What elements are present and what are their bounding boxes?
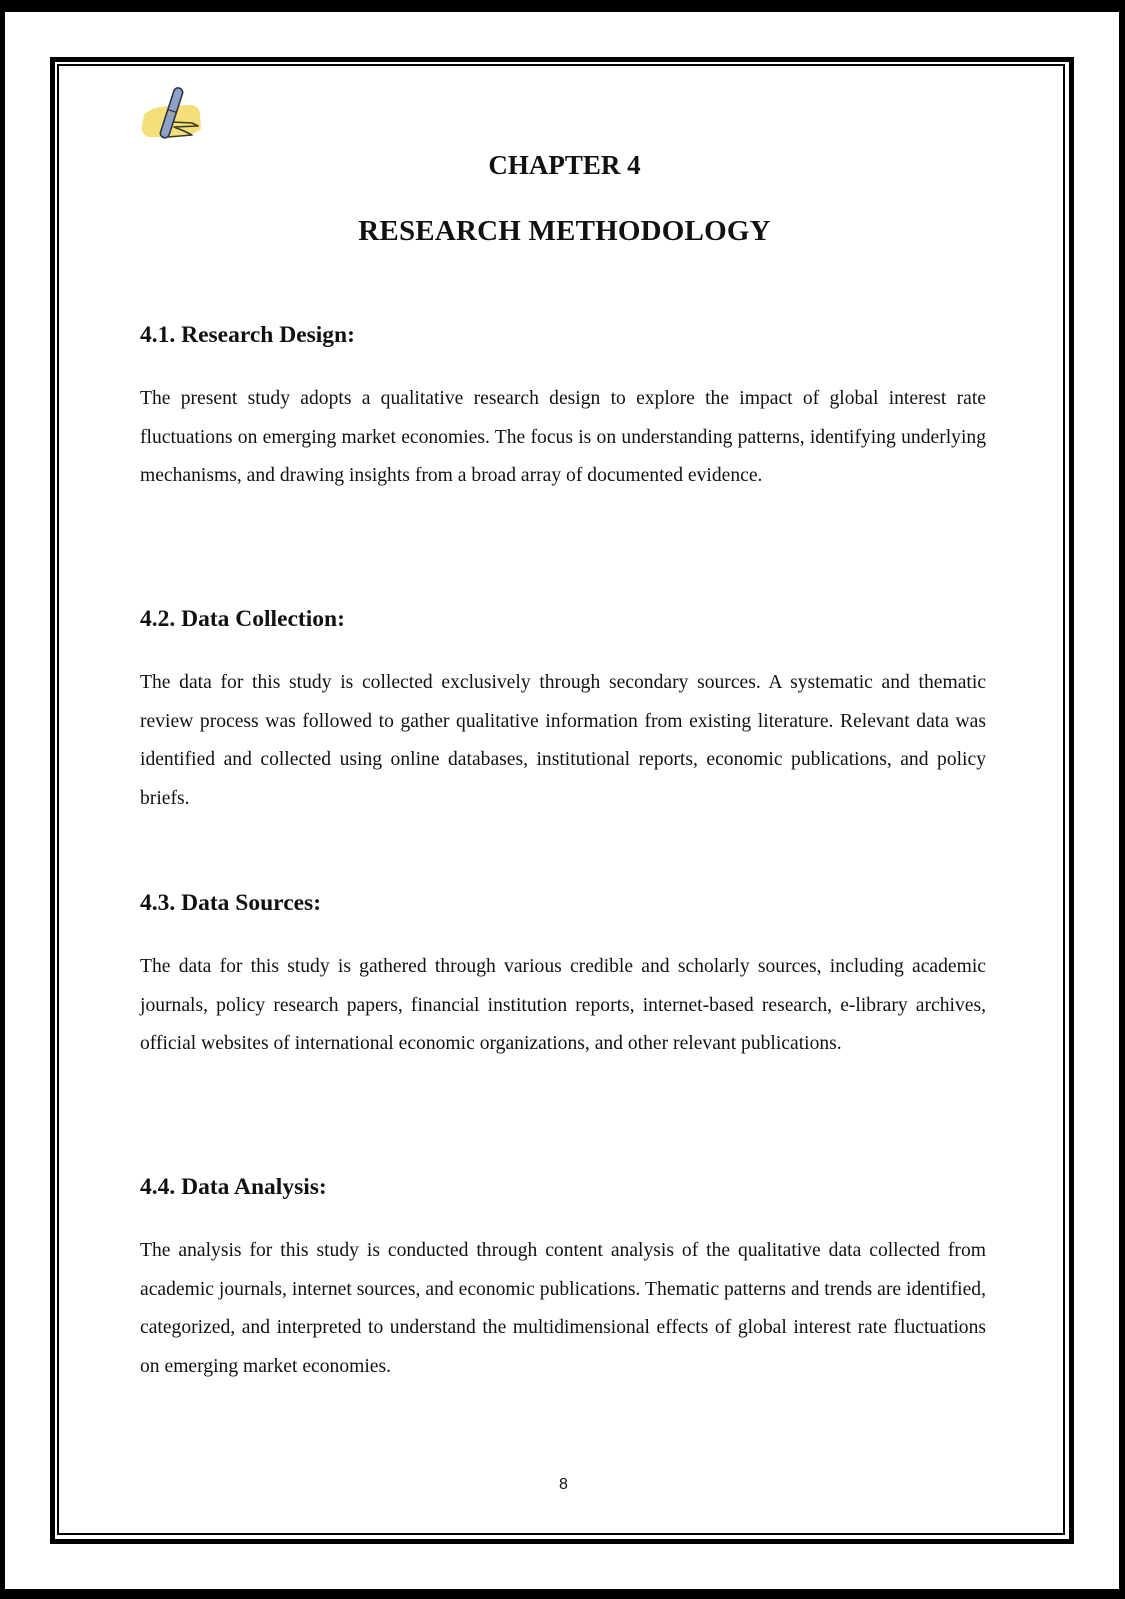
section-body: The analysis for this study is conducted through content analysis of the qualitative data collected from academic journals, internet sources, and economic publications. Thematic patterns and trends are identified, categorized, and interpreted to understand the multidimensional effects of global interest rate fluctuations on emerging market economies. [140,1240,986,1378]
section-heading: 4.4. Data Analysis: [140,1174,327,1200]
section-research-design [140,324,986,496]
section-data-analysis [140,1176,986,1387]
section-body: The data for this study is collected exclusively through secondary sources. A systematic and thematic review process was followed to gather qualitative information from existing literature. Relevant data was identified and collected using online databases, institutional reports, economic publications, and policy briefs. [140,672,986,810]
section-body: The present study adopts a qualitative research design to explore the impact of global interest rate fluctuations on emerging market economies. The focus is on understanding patterns, identifying underlying mechanisms, and drawing insights from a broad array of documented evidence. [140,388,986,487]
chapter-title: RESEARCH METHODOLOGY [358,215,771,247]
section-heading: 4.2. Data Collection: [140,606,345,632]
page-number: 8 [559,1476,568,1493]
section-data-sources [140,892,986,1064]
chapter-number: CHAPTER 4 [488,150,641,180]
pen-writing-icon [140,85,208,147]
section-heading: 4.3. Data Sources: [140,890,322,916]
section-heading: 4.1. Research Design: [140,322,355,348]
section-body: The data for this study is gathered through various credible and scholarly sources, including academic journals, policy research papers, financial institution reports, internet-based research, e-library archives, official websites of international economic organizations, and other relevant publications. [140,956,986,1055]
section-data-collection [140,608,986,819]
